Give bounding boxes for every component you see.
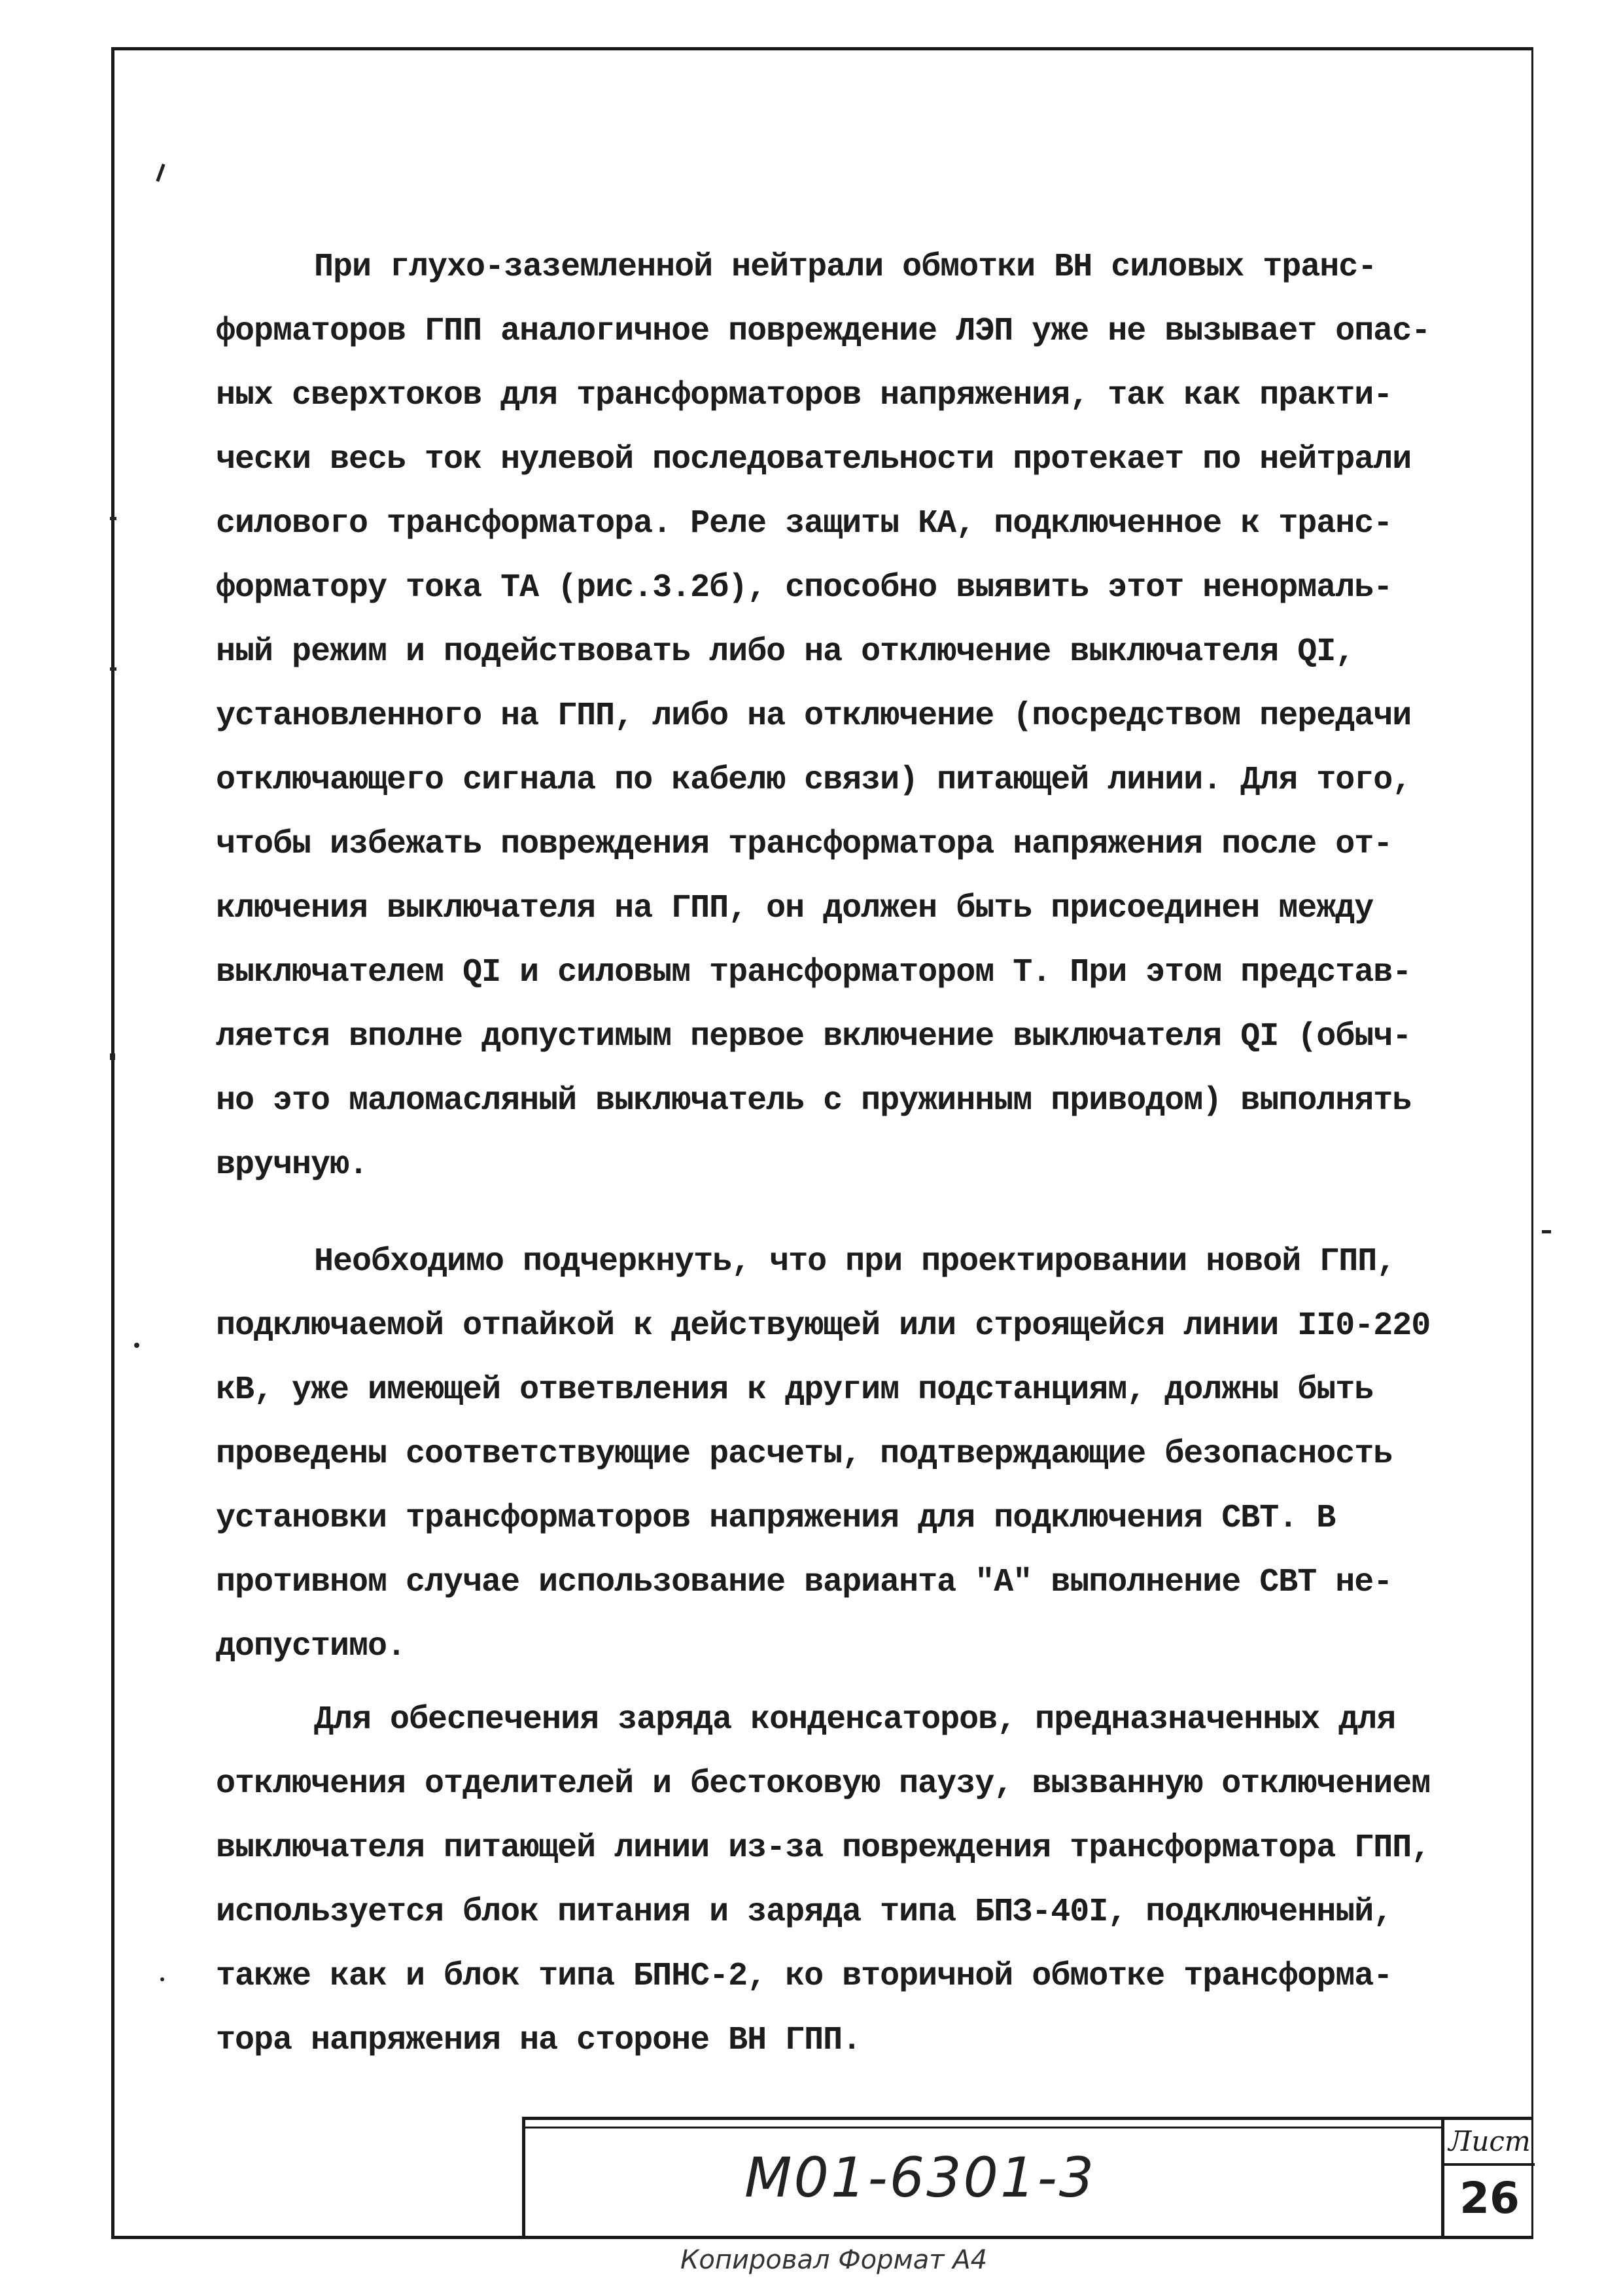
sheet-cell [1441, 2120, 1535, 2239]
text-line: форматоров ГПП аналогичное повреждение ЛЭП уже не вызывает опас- [216, 313, 1431, 350]
text-line: ных сверхтоков для трансформаторов напряжения, так как практи- [216, 377, 1393, 414]
sheet-label: Лист [1444, 2120, 1535, 2166]
margin-tick [110, 1053, 115, 1060]
title-block [522, 2117, 1533, 2239]
text-line: Для обеспечения заряда конденсаторов, предназначенных для [314, 1701, 1396, 1739]
text-line: При глухо-заземленной нейтрали обмотки ВН силовых транс- [314, 249, 1377, 286]
margin-tick [110, 667, 116, 671]
text-line: Необходимо подчеркнуть, что при проектировании новой ГПП, [314, 1243, 1396, 1280]
margin-tick [110, 517, 116, 520]
text-line: подключаемой отпайкой к действующей или строящейся линии II0-220 [216, 1307, 1431, 1345]
text-line: противном случае использование варианта "А" выполнение СВТ не- [216, 1564, 1393, 1601]
paragraph-1 [216, 236, 1511, 1197]
text-line: установки трансформаторов напряжения для подключения СВТ. В [216, 1500, 1336, 1537]
paragraph-3 [216, 1688, 1511, 2073]
text-line: чески весь ток нулевой последовательности протекает по нейтрали [216, 441, 1412, 478]
footer-stamp: Копировал Формат А4 [680, 2245, 988, 2275]
text-line: форматору тока ТА (рис.3.2б), способно выявить этот ненормаль- [216, 569, 1393, 607]
text-line: отключающего сигнала по кабелю связи) питающей линии. Для того, [216, 762, 1412, 799]
text-line: проведены соответствующие расчеты, подтверждающие безопасность [216, 1436, 1393, 1473]
text-line: также как и блок типа БПНС-2, ко вторичной обмотке трансформа- [216, 1958, 1393, 1995]
margin-tick [160, 1977, 164, 1981]
text-line: кВ, уже имеющей ответвления к другим подстанциям, должны быть [216, 1371, 1374, 1409]
text-line: силового трансформатора. Реле защиты КА, подключенное к транс- [216, 505, 1393, 542]
text-line: выключателем QI и силовым трансформатором Т. При этом представ- [216, 954, 1412, 991]
text-line: установленного на ГПП, либо на отключение (посредством передачи [216, 698, 1412, 735]
margin-tick [1542, 1230, 1551, 1233]
margin-tick [134, 1343, 139, 1348]
paragraph-2 [216, 1230, 1511, 1679]
text-line: выключателя питающей линии из-за повреждения трансформатора ГПП, [216, 1829, 1431, 1867]
text-line: чтобы избежать повреждения трансформатора напряжения после от- [216, 826, 1393, 863]
text-line: ный режим и подействовать либо на отключение выключателя QI, [216, 633, 1355, 671]
text-line: ляется вполне допустимым первое включение выключателя QI (обыч- [216, 1018, 1412, 1055]
text-line: отключения отделителей и бестоковую паузу, вызванную отключением [216, 1765, 1431, 1803]
text-line: но это маломасляный выключатель с пружинным приводом) выполнять [216, 1082, 1412, 1120]
text-line: допустимо. [216, 1628, 406, 1665]
text-line: тора напряжения на стороне ВН ГПП. [216, 2022, 862, 2059]
text-line: используется блок питания и заряда типа БПЗ-40I, подключенный, [216, 1894, 1393, 1931]
text-line: ключения выключателя на ГПП, он должен быть присоединен между [216, 890, 1374, 927]
text-line: вручную. [216, 1146, 368, 1184]
sheet-number: 26 [1459, 2173, 1520, 2223]
document-designation: М01-6301-3 [744, 2146, 1096, 2210]
